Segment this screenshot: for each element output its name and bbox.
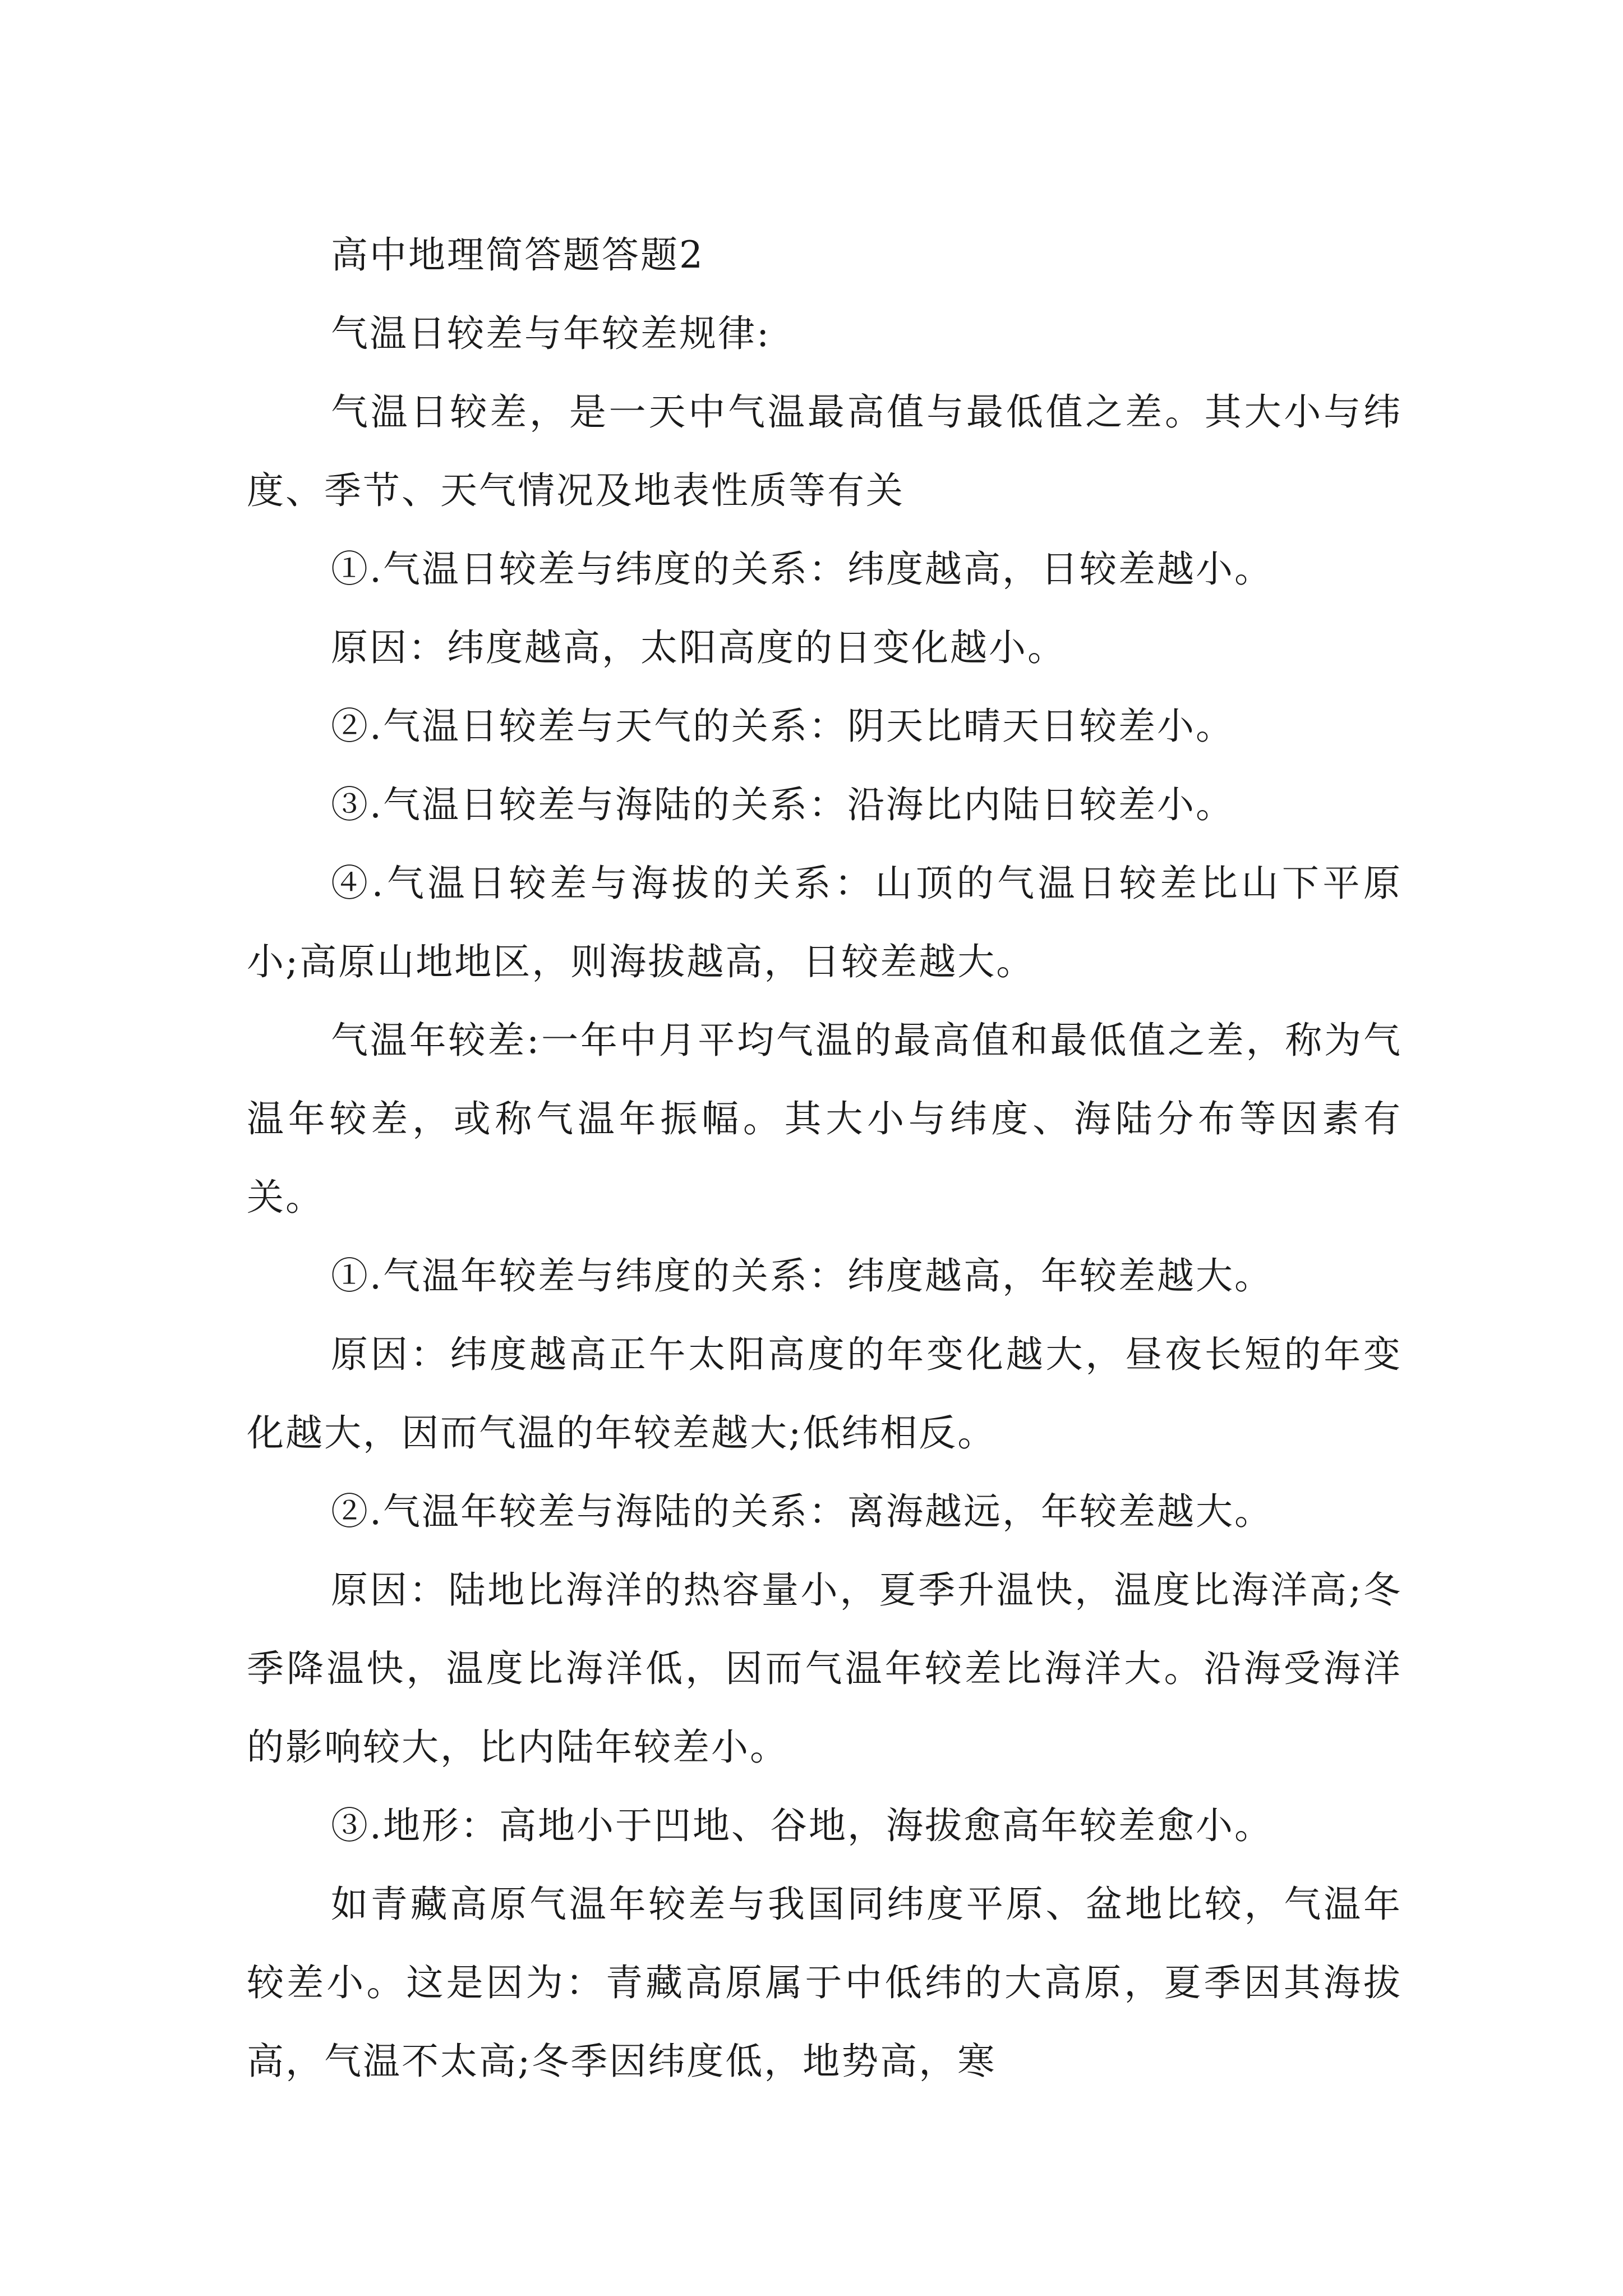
paragraph-daily-range-land-sea: ③.气温日较差与海陆的关系：沿海比内陆日较差小。 [331, 783, 1234, 826]
paragraph-daily-range-weather: ②.气温日较差与天气的关系：阴天比晴天日较差小。 [331, 705, 1234, 748]
paragraph-annual-range-land-sea-reason: 原因：陆地比海洋的热容量小，夏季升温快，温度比海洋高;冬季降温快，温度比海洋低，因而气温年较差比海洋大。沿海受海洋的影响较大，比内陆年较差小。 [247, 1568, 1402, 1769]
paragraph-daily-range-latitude: ①.气温日较差与纬度的关系：纬度越高，日较差越小。 [331, 547, 1273, 591]
paragraph-annual-range-definition: 气温年较差:一年中月平均气温的最高值和最低值之差，称为气温年较差，或称气温年振幅。其大小与纬度、海陆分布等因素有关。 [247, 1019, 1402, 1219]
paragraph-daily-range-latitude-reason: 原因：纬度越高，太阳高度的日变化越小。 [331, 626, 1066, 669]
document-title: 高中地理简答题答题2 [331, 233, 704, 277]
paragraph-annual-range-terrain: ③.地形：高地小于凹地、谷地，海拔愈高年较差愈小。 [331, 1804, 1273, 1847]
document-body [247, 216, 1402, 2101]
paragraph-daily-range-altitude: ④.气温日较差与海拔的关系：山顶的气温日较差比山下平原小;高原山地地区，则海拔越高，日较差越大。 [247, 862, 1402, 983]
paragraph-tibetan-plateau-example: 如青藏高原气温年较差与我国同纬度平原、盆地比较，气温年较差小。这是因为：青藏高原属于中低纬的大高原，夏季因其海拔高，气温不太高;冬季因纬度低，地势高，寒 [247, 1883, 1402, 2083]
paragraph-annual-range-land-sea: ②.气温年较差与海陆的关系：离海越远，年较差越大。 [331, 1490, 1273, 1533]
paragraph-daily-range-definition: 气温日较差，是一天中气温最高值与最低值之差。其大小与纬度、季节、天气情况及地表性质等有关 [247, 390, 1402, 512]
section-heading-daily-annual-range: 气温日较差与年较差规律: [331, 312, 771, 355]
paragraph-annual-range-latitude: ①.气温年较差与纬度的关系：纬度越高，年较差越大。 [331, 1254, 1273, 1297]
paragraph-annual-range-latitude-reason: 原因：纬度越高正午太阳高度的年变化越大，昼夜长短的年变化越大，因而气温的年较差越大;低纬相反。 [247, 1333, 1402, 1455]
